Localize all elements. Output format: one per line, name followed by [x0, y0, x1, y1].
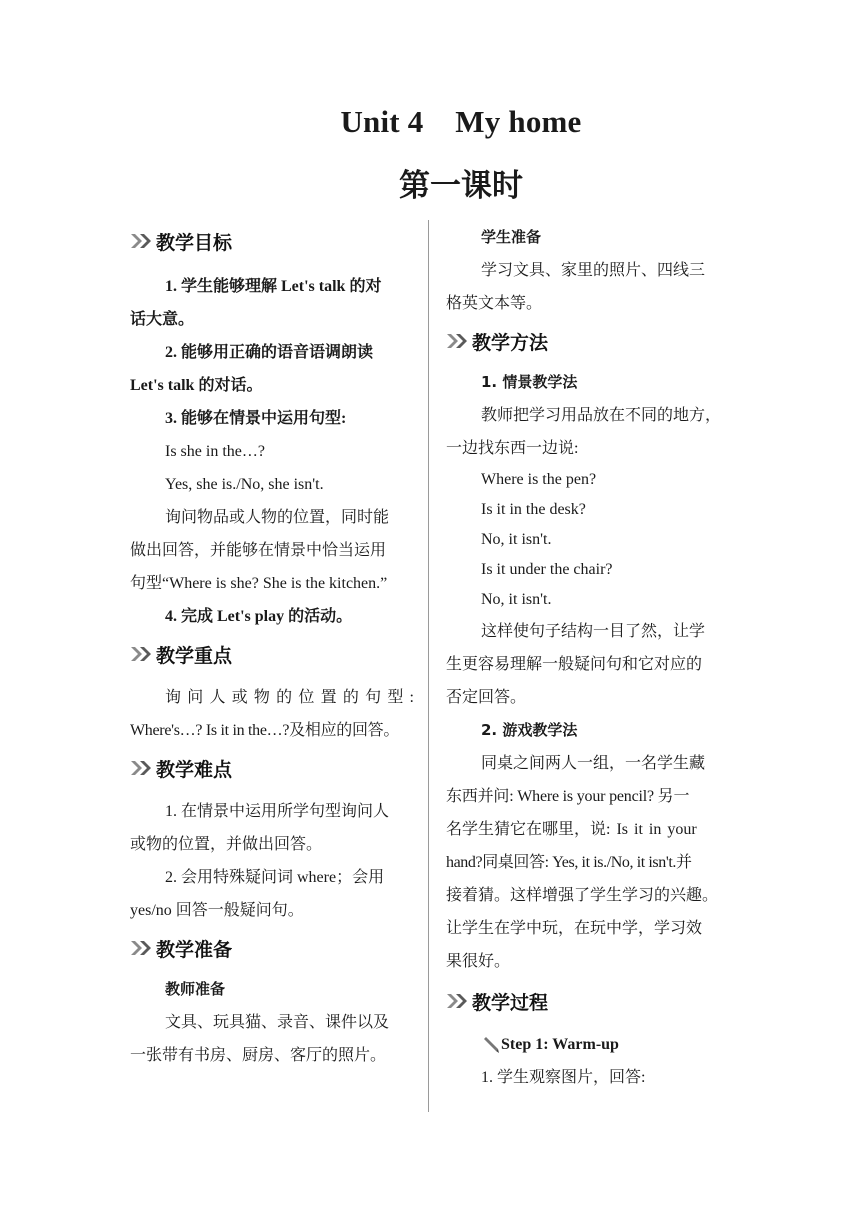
method-2-title: 2. 游戏教学法	[481, 721, 578, 739]
heading-text: 教学准备	[156, 938, 233, 961]
double-chevron-icon	[130, 940, 156, 956]
method-1-line-1: 教师把学习用品放在不同的地方，	[481, 407, 722, 424]
double-chevron-icon	[130, 760, 156, 776]
method-2-line-1: 同桌之间两人一组，一名学生藏	[481, 755, 706, 772]
double-chevron-icon	[446, 333, 472, 349]
method-1-line-3: 这样使句子结构一目了然，让学	[481, 623, 706, 640]
step-1-label: Step 1: Warm-up	[501, 1035, 619, 1053]
method-2-line-4: hand?同桌回答: Yes, it is./No, it isn't.并	[446, 854, 692, 871]
difficult-line-3: 2. 会用特殊疑问词 where；会用	[165, 869, 385, 886]
method-2-line-6: 让学生在学中玩，在玩中学，学习效	[446, 920, 703, 937]
section-heading-difficult	[130, 753, 414, 783]
student-prep-line-1: 学习文具、家里的照片、四线三	[481, 262, 706, 279]
method-2-line-7: 果很好。	[446, 953, 511, 970]
method-2-line-2: 东西并问: Where is your pencil? 另一	[446, 788, 690, 805]
double-chevron-icon	[130, 233, 156, 249]
teacher-prep-label: 教师准备	[165, 980, 226, 998]
goal-3-desc-2: 做出回答，并能够在情景中恰当运用	[130, 542, 387, 559]
goal-3-desc-3: 句型“Where is she? She is the kitchen.”	[130, 575, 388, 592]
method-1-line-5: 否定回答。	[446, 689, 527, 706]
section-heading-key	[130, 639, 414, 669]
teacher-prep-line-2: 一张带有书房、厨房、客厅的照片。	[130, 1047, 387, 1064]
method-1-line-2: 一边找东西一边说:	[446, 440, 579, 457]
dialogue-line-5: No, it isn't.	[481, 591, 552, 608]
goal-2-line-1: 2. 能够用正确的语音语调朗读	[165, 344, 374, 361]
key-line-2: Where's…? Is it in the…?及相应的回答。	[130, 722, 400, 739]
pen-icon	[482, 1036, 500, 1054]
heading-text: 教学难点	[156, 758, 233, 781]
key-line-1: 询 问 人 或 物 的 位 置 的 句 型 :	[165, 689, 414, 706]
heading-text: 教学过程	[472, 991, 549, 1014]
heading-text: 教学目标	[156, 231, 233, 254]
heading-text: 教学方法	[472, 331, 549, 354]
method-1-title: 1. 情景教学法	[481, 373, 578, 391]
teacher-prep-line-1: 文具、玩具猫、录音、课件以及	[165, 1014, 390, 1031]
sentence-1: Is she in the…?	[165, 443, 265, 460]
dialogue-line-2: Is it in the desk?	[481, 501, 586, 518]
double-chevron-icon	[130, 646, 156, 662]
dialogue-line-1: Where is the pen?	[481, 471, 597, 488]
method-2-line-5: 接着猜。这样增强了学生学习的兴趣。	[446, 887, 719, 904]
dialogue-line-4: Is it under the chair?	[481, 561, 613, 578]
goal-2-line-2: Let's talk 的对话。	[130, 377, 263, 394]
goal-1-line-1: 1. 学生能够理解 Let's talk 的对	[165, 278, 382, 295]
step-1-line-1: 1. 学生观察图片，回答:	[481, 1069, 646, 1086]
method-1-line-4: 生更容易理解一般疑问句和它对应的	[446, 656, 703, 673]
goal-3: 3. 能够在情景中运用句型:	[165, 410, 347, 427]
section-heading-process	[446, 986, 731, 1016]
method-2-line-3: 名学生猜它在哪里，说: Is it in your	[446, 821, 697, 838]
dialogue-line-3: No, it isn't.	[481, 531, 552, 548]
right-column	[446, 221, 731, 1094]
step-1-heading	[446, 1028, 731, 1061]
difficult-line-1: 1. 在情景中运用所学句型询问人	[165, 803, 390, 820]
left-column	[130, 226, 414, 1072]
goal-1-line-2: 话大意。	[130, 311, 195, 328]
unit-title: Unit 4 My home	[340, 104, 582, 139]
sentence-2: Yes, she is./No, she isn't.	[165, 476, 324, 493]
section-heading-prep	[130, 933, 414, 963]
student-prep-label: 学生准备	[481, 228, 542, 246]
goal-3-desc-1: 询问物品或人物的位置，同时能	[165, 509, 390, 526]
section-heading-goals	[130, 226, 414, 256]
student-prep-line-2: 格英文本等。	[446, 295, 543, 312]
heading-text: 教学重点	[156, 644, 233, 667]
goal-4: 4. 完成 Let's play 的活动。	[165, 608, 353, 625]
lesson-title: 第一课时	[399, 168, 523, 204]
section-heading-methods	[446, 326, 731, 356]
double-chevron-icon	[446, 993, 472, 1009]
difficult-line-2: 或物的位置，并做出回答。	[130, 836, 323, 853]
difficult-line-4: yes/no 回答一般疑问句。	[130, 902, 304, 919]
column-divider	[428, 220, 429, 1112]
